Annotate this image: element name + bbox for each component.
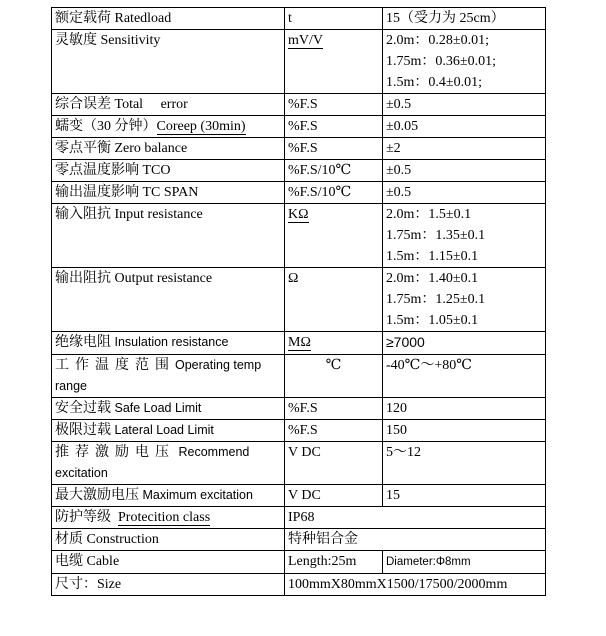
row-value: -40℃～+80℃ xyxy=(383,355,546,398)
row-unit-text: KΩ xyxy=(288,207,309,222)
row-unit: %F.S xyxy=(285,420,383,442)
table-row xyxy=(52,182,546,204)
row-value: 15 xyxy=(383,485,546,507)
row-unit: %F.S xyxy=(285,94,383,116)
row-label: 电缆 Cable xyxy=(52,551,285,574)
value-line: 2.0m：0.28±0.01; xyxy=(386,33,489,48)
table-row xyxy=(52,551,546,574)
row-label: 零点温度影响 TCO xyxy=(52,160,285,182)
value-line: 2.0m：1.40±0.1 xyxy=(386,271,479,286)
value-line: 1.75m：1.35±0.1 xyxy=(386,228,486,243)
row-label: 综合误差 Total error xyxy=(52,94,285,116)
table-row xyxy=(52,355,546,398)
row-label xyxy=(52,355,285,398)
row-value xyxy=(383,204,546,268)
table-row xyxy=(52,8,546,30)
label-en: Insulation resistance xyxy=(114,335,229,349)
row-unit xyxy=(285,30,383,94)
row-label xyxy=(52,420,285,442)
row-value: ±0.05 xyxy=(383,116,546,138)
row-label: 额定载荷 Ratedload xyxy=(52,8,285,30)
label-cn: 极限过载 xyxy=(55,423,111,438)
value-line: 1.75m：1.25±0.1 xyxy=(386,292,486,307)
value-line: 1.5m：1.15±0.1 xyxy=(386,249,479,264)
row-label: 材质 Construction xyxy=(52,529,285,551)
row-unit: Ω xyxy=(285,268,383,332)
row-unit: V DC xyxy=(285,442,383,485)
row-unit: ℃ xyxy=(285,355,383,398)
row-value: ±0.5 xyxy=(383,160,546,182)
row-value: 150 xyxy=(383,420,546,442)
label-cn: 绝缘电阻 xyxy=(55,335,111,350)
label-en: Safe Load Limit xyxy=(114,401,202,415)
row-value xyxy=(383,30,546,94)
row-label: 输出温度影响 TC SPAN xyxy=(52,182,285,204)
label-cn: 蠕变（30 分钟） xyxy=(55,119,157,134)
label-en: Coreep (30min) xyxy=(156,119,246,134)
row-value: 特种铝合金 xyxy=(285,529,546,551)
row-value: ±2 xyxy=(383,138,546,160)
label-cn: 推荐激励电压 xyxy=(55,445,175,460)
row-label: 输出阻抗 Output resistance xyxy=(52,268,285,332)
row-unit: Length:25m xyxy=(285,551,383,574)
row-unit xyxy=(285,332,383,355)
table-row xyxy=(52,507,546,529)
label-en: Protecition class xyxy=(118,510,211,525)
row-label xyxy=(52,507,285,529)
row-unit: %F.S xyxy=(285,398,383,420)
spec-table xyxy=(51,7,546,596)
row-value xyxy=(383,332,546,355)
row-unit-text: mV/V xyxy=(288,33,323,48)
row-unit: t xyxy=(285,8,383,30)
value-line: 2.0m：1.5±0.1 xyxy=(386,207,472,222)
row-value xyxy=(383,268,546,332)
row-value: ±0.5 xyxy=(383,94,546,116)
row-unit-text: MΩ xyxy=(288,335,311,350)
table-row xyxy=(52,116,546,138)
table-row xyxy=(52,268,546,332)
row-unit xyxy=(285,204,383,268)
label-cn: 防护等级 xyxy=(55,510,111,525)
table-row xyxy=(52,332,546,355)
table-row xyxy=(52,138,546,160)
row-value-text: Diameter:Φ8mm xyxy=(386,556,471,568)
row-label xyxy=(52,116,285,138)
row-unit: %F.S xyxy=(285,116,383,138)
label-en: Lateral Load Limit xyxy=(114,423,214,437)
table-row xyxy=(52,398,546,420)
row-label: 零点平衡 Zero balance xyxy=(52,138,285,160)
row-label xyxy=(52,398,285,420)
row-unit: %F.S/10℃ xyxy=(285,182,383,204)
row-value: 100mmX80mmX1500/17500/2000mm xyxy=(285,574,546,596)
table-row xyxy=(52,420,546,442)
row-value: 5～12 xyxy=(383,442,546,485)
label-en: Maximum excitation xyxy=(142,488,253,502)
value-line: 1.5m：1.05±0.1 xyxy=(386,313,479,328)
table-row xyxy=(52,30,546,94)
table-row xyxy=(52,529,546,551)
row-value: ±0.5 xyxy=(383,182,546,204)
label-en: Operating temp range xyxy=(55,358,262,393)
row-unit: %F.S/10℃ xyxy=(285,160,383,182)
row-value-text: ≥7000 xyxy=(386,334,425,350)
row-value: 15（受力为 25cm） xyxy=(383,8,546,30)
row-value: IP68 xyxy=(285,507,546,529)
label-cn: 工作温度范围 xyxy=(55,358,175,373)
row-label xyxy=(52,332,285,355)
label-cn: 安全过载 xyxy=(55,401,111,416)
row-label: 输入阻抗 Input resistance xyxy=(52,204,285,268)
table-row xyxy=(52,485,546,507)
table-row xyxy=(52,94,546,116)
row-label: 尺寸：Size xyxy=(52,574,285,596)
label-cn: 最大激励电压 xyxy=(55,488,139,503)
row-unit: V DC xyxy=(285,485,383,507)
row-label xyxy=(52,442,285,485)
row-value: 120 xyxy=(383,398,546,420)
row-unit: %F.S xyxy=(285,138,383,160)
table-row xyxy=(52,574,546,596)
row-label xyxy=(52,485,285,507)
table-row xyxy=(52,160,546,182)
row-value xyxy=(383,551,546,574)
table-row xyxy=(52,442,546,485)
label-en: Recommend excitation xyxy=(55,445,250,480)
row-label: 灵敏度 Sensitivity xyxy=(52,30,285,94)
value-line: 1.75m：0.36±0.01; xyxy=(386,54,496,69)
table-row xyxy=(52,204,546,268)
value-line: 1.5m：0.4±0.01; xyxy=(386,75,482,90)
